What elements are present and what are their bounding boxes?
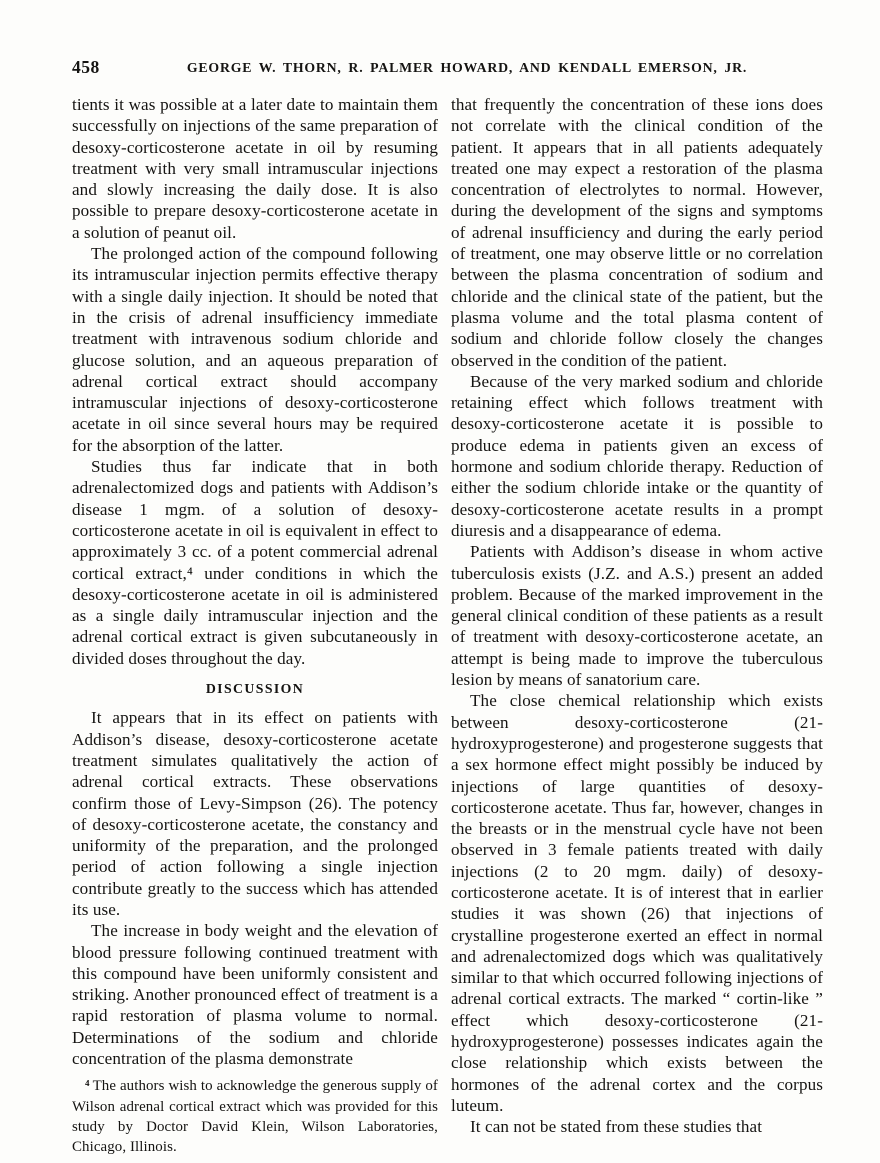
paragraph: The close chemical relationship which exists between desoxy-corticosterone (21-hydroxyprogesterone) and progesterone suggests that a sex hormone effect might possibly be induced by injections of large quantities of desoxy-corticosterone acetate. Thus far, however, changes in the breasts or in the menstrual cycle have not been observed in 3 female patients treated with daily injections (2 to 20 mgm. daily) of desoxy-corticosterone acetate. It is of interest that in earlier studies it was shown (26) that injections of crystalline progesterone exerted an effect in normal and adrenalectomized dogs which was qualitatively similar to that which occurred following injections of adrenal cortical extracts. The marked “ cortin-like ” effect which desoxy-corticosterone (21-hydroxyprogesterone) possesses indicates again the close relationship which exists between the hormones of the adrenal cortex and the corpus luteum.	[451, 691, 823, 1115]
right-column	[451, 94, 823, 1157]
section-heading-discussion: DISCUSSION	[205, 681, 305, 697]
page-number: 458	[72, 57, 100, 77]
page-header	[72, 57, 822, 81]
footnote-text: The authors wish to acknowledge the generous supply of Wilson adrenal cortical extract which was provided for this study by Doctor David Klein, Wilson Laboratories, Chicago, Illinois.	[72, 1078, 438, 1155]
paragraph: The prolonged action of the compound following its intramuscular injection permits effective therapy with a single daily injection. It should be noted that in the crisis of adrenal insufficiency immediate treatment with intravenous sodium chloride and glucose solution, and an aqueous preparation of adrenal cortical extract should accompany intramuscular injections of desoxy-corticosterone acetate in oil since several hours may be required for the absorption of the latter.	[72, 244, 438, 455]
footnote	[72, 1076, 438, 1157]
running-head: GEORGE W. THORN, R. PALMER HOWARD, AND KENDALL EMERSON, JR.	[186, 60, 748, 75]
paragraph: It can not be stated from these studies that	[470, 1117, 763, 1137]
paragraph: Patients with Addison’s disease in whom active tuberculosis exists (J.Z. and A.S.) present an added problem. Because of the marked improvement in the general clinical condition of these patients as a result of treatment with desoxy-corticosterone acetate, an attempt is being made to improve the tuberculous lesion by means of sanatorium care.	[451, 542, 823, 690]
left-column	[72, 94, 438, 1157]
paragraph: It appears that in its effect on patients with Addison’s disease, desoxy-corticosterone acetate treatment simulates qualitatively the action of adrenal cortical extracts. These observations confirm those of Levy-Simpson (26). The potency of desoxy-corticosterone acetate, the constancy and uniformity of the preparation, and the prolonged period of action following a single injection contribute greatly to the success which has attended its use.	[72, 708, 438, 919]
text-columns	[72, 94, 823, 1157]
paragraph: Because of the very marked sodium and chloride retaining effect which follows treatment with desoxy-corticosterone acetate it is possible to produce edema in patients given an excess of hormone and sodium chloride therapy. Reduction of either the sodium chloride intake or the quantity of desoxy-corticosterone acetate results in a prompt diuresis and a disappearance of edema.	[451, 371, 823, 540]
paragraph: tients it was possible at a later date to maintain them successfully on injections of the same preparation of desoxy-corticosterone acetate in oil by resuming treatment with very small intramuscular injections and slowly increasing the daily dose. It is also possible to prepare desoxy-corticosterone acetate in a solution of peanut oil.	[72, 95, 438, 242]
paragraph: that frequently the concentration of these ions does not correlate with the clinical condition of the patient. It appears that in all patients adequately treated one may expect a restoration of the plasma concentration of electrolytes to normal. However, during the development of the signs and symptoms of adrenal insufficiency and during the early period of treatment, one may observe little or no correlation between the plasma concentration of sodium and chloride and the clinical state of the patient, but the plasma volume and the total plasma content of sodium and chloride follow closely the changes observed in the condition of the patient.	[451, 95, 823, 370]
footnote-marker: ⁴	[85, 1078, 90, 1095]
paragraph: Studies thus far indicate that in both adrenalectomized dogs and patients with Addison’s disease 1 mgm. of a solution of desoxy-corticosterone acetate in oil is equivalent in effect to approximately 3 cc. of a potent commercial adrenal cortical extract,⁴ under conditions in which the desoxy-corticosterone acetate in oil is administered as a single daily intramuscular injection and the adrenal cortical extract is given subcutaneously in divided doses throughout the day.	[72, 457, 438, 668]
paragraph: The increase in body weight and the elevation of blood pressure following continued treatment with this compound have been uniformly consistent and striking. Another pronounced effect of treatment is a rapid restoration of plasma volume to normal. Determinations of the sodium and chloride concentration of the plasma demonstrate	[72, 921, 438, 1069]
